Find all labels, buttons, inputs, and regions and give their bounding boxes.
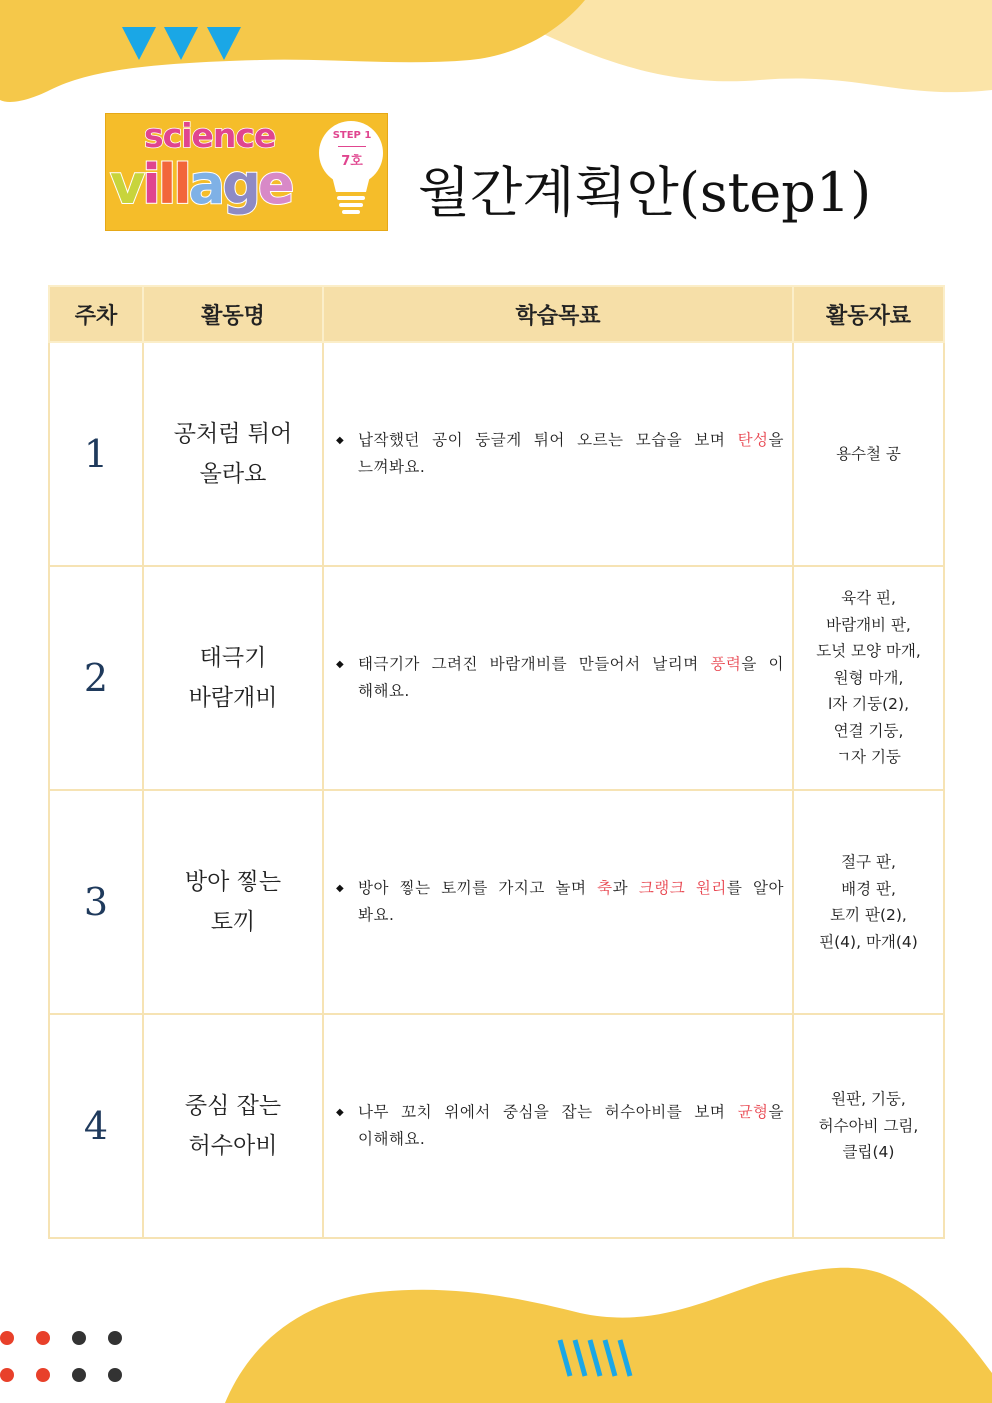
material-item: 절구 판, [841,853,896,871]
week-number: 1 [49,342,143,566]
learning-goal-text [358,875,784,929]
dot-icon [0,1331,14,1345]
bullet-diamond-icon: ◆ [336,435,344,446]
material-item: 클립(4) [842,1143,895,1162]
material-item: 육각 핀, [841,589,896,608]
goal-keyword: 크랭크 원리 [638,879,727,897]
material-item: 바람개비 판, [826,615,911,634]
table-row [49,342,944,566]
goal-text-part: 를 알아봐요. [358,879,784,924]
activity-name [143,790,323,1014]
logo-village-letter: l [173,153,189,216]
week-number: 3 [49,790,143,1014]
material-item: 토끼 판(2), [830,906,907,924]
dot-icon [108,1368,122,1382]
goal-text-part: 방아 찧는 토끼를 가지고 놀며 [358,879,598,897]
goal-keyword: 균형 [737,1103,769,1121]
material-item: l자 기둥(2), [827,695,910,714]
activity-materials [793,790,944,1014]
logo-science-text: science [144,116,276,155]
dots-decoration [0,1325,130,1390]
material-item: 원형 마개, [833,668,904,687]
learning-goal [323,342,793,566]
week-number: 4 [49,1014,143,1238]
goal-text-part: 을 느껴봐요. [358,431,784,476]
activity-name [143,1014,323,1238]
material-item: 연결 기둥, [833,721,904,740]
top-wave-decoration [0,0,992,130]
dot-icon [108,1331,122,1345]
logo-divider [338,146,366,147]
material-item: 용수철 공 [836,444,901,463]
dot-icon [0,1368,14,1382]
activity-name-line: 공처럼 튀어 [173,421,293,447]
activity-name-line: 방아 찧는 [184,869,282,895]
header-activity: 활동명 [143,286,323,342]
table-row [49,1014,944,1238]
material-item: 배경 판, [841,879,896,898]
logo-village-letter: e [257,153,292,216]
goal-keyword: 풍력 [710,655,742,673]
logo-village-letter: v [110,153,143,216]
header-materials: 활동자료 [793,286,944,342]
goal-keyword: 축 [597,879,613,897]
activity-materials [793,1014,944,1238]
logo-village-letter: l [157,153,174,216]
learning-goal-text [358,651,784,705]
activity-name-line: 중심 잡는 [184,1093,282,1119]
bottom-wave-decoration [0,1263,992,1403]
logo-step-label: STEP 1 [332,130,372,141]
table-header-row [49,286,944,342]
goal-text-part: 납작했던 공이 둥글게 튀어 오르는 모습을 보며 [358,431,738,449]
goal-text-part: 태극기가 그려진 바람개비를 만들어서 날리며 [358,655,711,673]
material-item: 핀(4), 마개(4) [819,932,918,951]
week-number: 2 [49,566,143,790]
dot-icon [36,1331,50,1345]
bullet-diamond-icon: ◆ [336,883,344,894]
goal-text-part: 을 이해해요. [358,655,785,700]
table-row [49,566,944,790]
learning-goal [323,790,793,1014]
activity-name [143,566,323,790]
material-item: ㄱ자 기둥 [836,748,901,767]
bullet-diamond-icon: ◆ [336,659,344,670]
goal-text-part: 나무 꼬치 위에서 중심을 잡는 허수아비를 보며 [358,1103,738,1121]
goal-keyword: 탄성 [737,431,769,449]
learning-goal [323,1014,793,1238]
activity-materials [793,342,944,566]
dot-icon [36,1368,50,1382]
dot-icon [72,1368,86,1382]
page-title: 월간계획안(step1) [418,161,872,224]
science-village-logo [105,113,388,231]
table-row [49,790,944,1014]
material-item: 허수아비 그림, [818,1116,919,1135]
activity-name-line: 허수아비 [188,1133,278,1159]
activity-name-line: 토끼 [210,909,256,935]
header-goal: 학습목표 [323,286,793,342]
activity-name [143,342,323,566]
material-item: 도넛 모양 마개, [816,642,921,661]
activity-name-line: 태극기 [199,645,267,671]
logo-village-letter: a [188,153,223,216]
stripe-icon [555,1338,645,1378]
logo-issue-label: 7호 [341,154,363,169]
bullet-diamond-icon: ◆ [336,1107,344,1118]
logo-village-letter: i [142,153,158,216]
monthly-plan-table [48,285,945,1239]
activity-name-line: 올라요 [199,461,267,487]
learning-goal-text [358,427,784,481]
goal-text-part: 과 [612,879,639,897]
activity-materials [793,566,944,790]
learning-goal [323,566,793,790]
logo-village-letter: g [222,153,258,216]
header-week: 주차 [49,286,143,342]
goal-text-part: 을 이해해요. [358,1103,784,1148]
dot-icon [72,1331,86,1345]
activity-name-line: 바람개비 [188,685,278,711]
logo-village-text [110,153,292,216]
material-item: 원판, 기둥, [831,1090,906,1109]
learning-goal-text [358,1099,784,1153]
